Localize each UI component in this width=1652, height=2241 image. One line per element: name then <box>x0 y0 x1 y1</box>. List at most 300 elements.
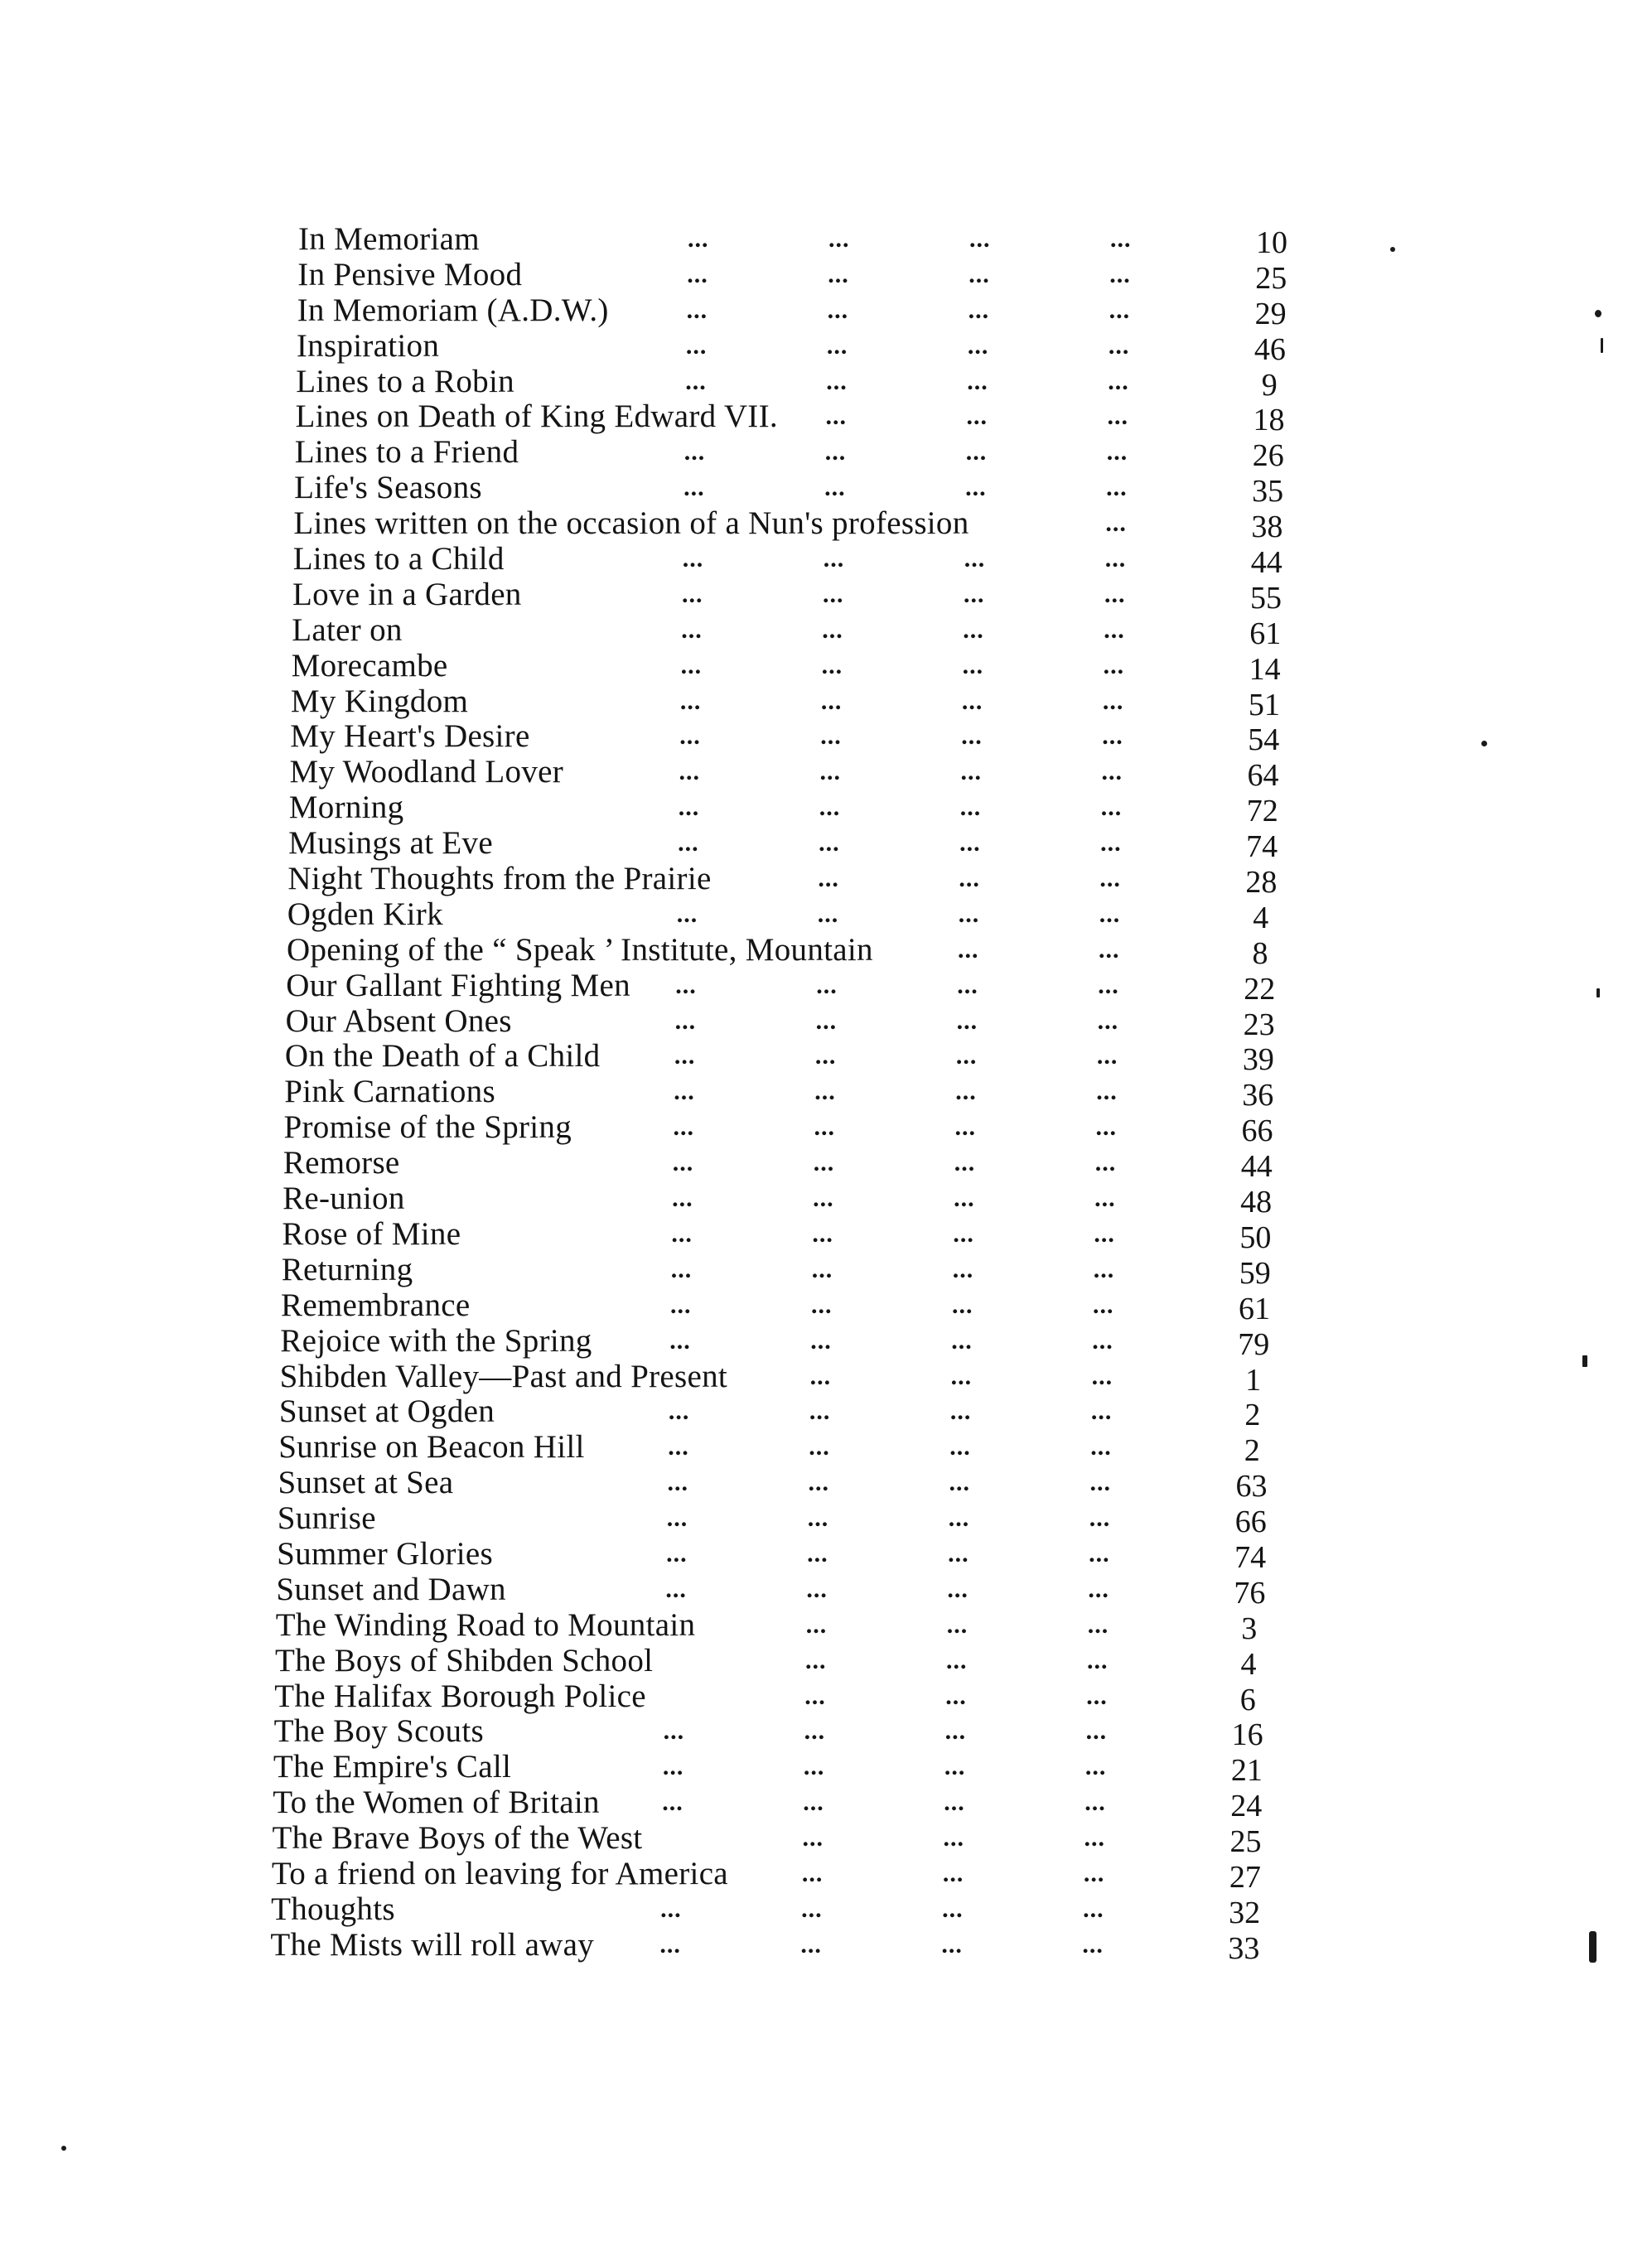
leader-dots: ... <box>1106 438 1128 466</box>
leader-dots: ... <box>950 1362 973 1390</box>
leader-dots: ... <box>660 1895 682 1923</box>
leader-dots: ... <box>964 580 985 608</box>
toc-entry <box>291 647 1292 687</box>
leader-dots: ... <box>806 1575 828 1603</box>
leader-dots: ... <box>1103 651 1125 679</box>
page-number: 9 <box>1261 367 1278 403</box>
leader-dots: ... <box>668 1433 689 1461</box>
leader-dots: ... <box>823 580 844 608</box>
leader-dots: ... <box>1087 1646 1109 1674</box>
toc-entry <box>291 684 1292 720</box>
leader-dots: ... <box>809 1398 831 1426</box>
leader-dots: ... <box>826 367 848 395</box>
leader-dots: ... <box>684 474 705 502</box>
toc-entry <box>294 470 1292 510</box>
page-number: 44 <box>1250 545 1282 581</box>
leader-dots: ... <box>681 616 703 644</box>
entry-title: Remorse <box>283 1145 400 1181</box>
leader-dots: ... <box>945 1682 967 1710</box>
leader-dots: ... <box>1093 1291 1114 1319</box>
entry-title: Morecambe <box>291 647 448 683</box>
toc-entry <box>274 1679 1292 1715</box>
leader-dots: ... <box>828 225 850 253</box>
entry-title: The Halifax Borough Police <box>274 1678 646 1714</box>
leader-dots: ... <box>1083 1859 1105 1887</box>
leader-dots: ... <box>674 1042 696 1070</box>
leader-dots: ... <box>969 225 991 253</box>
leader-dots: ... <box>1096 1078 1118 1106</box>
leader-dots: ... <box>678 794 700 822</box>
leader-dots: ... <box>961 722 983 751</box>
entry-title: The Winding Road to Mountain <box>275 1606 696 1643</box>
page-number: 39 <box>1242 1042 1274 1078</box>
leader-dots: ... <box>1092 1326 1113 1355</box>
leader-dots: ... <box>679 722 701 751</box>
page-number: 24 <box>1230 1789 1263 1824</box>
page-number: 50 <box>1239 1220 1272 1255</box>
page-number: 4 <box>1253 900 1269 935</box>
leader-dots: ... <box>684 438 706 466</box>
toc-entry <box>292 613 1292 649</box>
toc-entry <box>288 790 1292 829</box>
toc-entry <box>298 222 1292 258</box>
leader-dots: ... <box>801 1895 823 1923</box>
page-number: 23 <box>1243 1007 1275 1042</box>
toc-entry <box>296 363 1292 403</box>
toc-entry <box>286 1004 1292 1040</box>
entry-title: Life's Seasons <box>294 470 482 506</box>
toc-entry <box>287 931 1292 971</box>
leader-dots: ... <box>965 474 987 502</box>
leader-dots: ... <box>814 1113 835 1142</box>
toc-entry <box>278 1393 1292 1433</box>
leader-dots: ... <box>685 331 708 360</box>
entry-title: Lines to a Friend <box>294 434 519 471</box>
toc-entry <box>273 1713 1292 1753</box>
print-speck <box>1481 741 1487 746</box>
toc-entry <box>287 861 1292 901</box>
toc-entry <box>273 1785 1292 1824</box>
page-number: 72 <box>1246 794 1278 829</box>
leader-dots: ... <box>674 1078 695 1106</box>
leader-dots: ... <box>812 1220 833 1248</box>
page-number: 36 <box>1242 1078 1274 1113</box>
page-number: 74 <box>1234 1539 1267 1575</box>
entry-title: To the Women of Britain <box>273 1785 600 1821</box>
page-number: 74 <box>1246 829 1278 865</box>
entry-title: Sunrise on Beacon Hill <box>278 1429 585 1466</box>
leader-dots: ... <box>819 758 841 786</box>
page-number: 48 <box>1240 1185 1273 1220</box>
leader-dots: ... <box>818 865 839 893</box>
leader-dots: ... <box>942 1859 964 1887</box>
leader-dots: ... <box>675 971 697 999</box>
leader-dots: ... <box>679 758 700 786</box>
entry-title: The Boys of Shibden School <box>275 1642 654 1678</box>
page-number: 66 <box>1234 1504 1267 1540</box>
leader-dots: ... <box>943 1824 965 1852</box>
page-number: 26 <box>1252 438 1284 474</box>
leader-dots: ... <box>805 1611 828 1639</box>
entry-title: Our Gallant Fighting Men <box>286 967 630 1003</box>
entry-title: Ogden Kirk <box>287 896 443 932</box>
leader-dots: ... <box>1085 1717 1108 1746</box>
leader-dots: ... <box>662 1789 684 1817</box>
entry-title: Re-union <box>283 1181 405 1217</box>
leader-dots: ... <box>1094 1220 1115 1248</box>
leader-dots: ... <box>827 296 849 324</box>
leader-dots: ... <box>808 1469 829 1497</box>
entry-title: In Memoriam <box>298 221 480 257</box>
leader-dots: ... <box>1100 829 1122 857</box>
print-speck <box>1582 1355 1587 1367</box>
page-number: 63 <box>1235 1469 1268 1504</box>
leader-dots: ... <box>662 1753 684 1781</box>
leader-dots: ... <box>682 580 703 608</box>
leader-dots: ... <box>811 1291 833 1319</box>
leader-dots: ... <box>1098 971 1119 999</box>
toc-entry <box>297 329 1292 365</box>
leader-dots: ... <box>813 1149 835 1177</box>
leader-dots: ... <box>1099 900 1121 928</box>
entry-title: Returning <box>281 1251 413 1287</box>
leader-dots: ... <box>1088 1575 1109 1603</box>
page-number: 66 <box>1241 1113 1273 1149</box>
leader-dots: ... <box>956 1007 978 1035</box>
entry-title: Summer Glories <box>277 1535 494 1572</box>
leader-dots: ... <box>663 1717 685 1746</box>
leader-dots: ... <box>1084 1789 1106 1817</box>
page-number: 61 <box>1239 1291 1270 1326</box>
leader-dots: ... <box>803 1753 825 1781</box>
leader-dots: ... <box>672 1185 693 1213</box>
entry-title: The Empire's Call <box>273 1749 512 1785</box>
leader-dots: ... <box>1084 1753 1107 1781</box>
leader-dots: ... <box>805 1646 827 1674</box>
leader-dots: ... <box>814 1078 836 1106</box>
leader-dots: ... <box>1084 1824 1106 1852</box>
toc-entry <box>278 1465 1293 1504</box>
leader-dots: ... <box>946 1611 968 1639</box>
leader-dots: ... <box>822 616 843 644</box>
leader-dots: ... <box>1108 331 1130 360</box>
toc-entry <box>281 1251 1292 1291</box>
leader-dots: ... <box>807 1504 829 1533</box>
leader-dots: ... <box>1083 1895 1104 1923</box>
leader-dots: ... <box>961 687 983 715</box>
entry-title: Morning <box>288 790 404 826</box>
page-number: 79 <box>1238 1326 1270 1362</box>
toc-entry <box>279 1358 1292 1398</box>
page-number: 2 <box>1244 1433 1260 1469</box>
page-number: 4 <box>1240 1646 1257 1682</box>
page-number: 33 <box>1228 1930 1260 1966</box>
leader-dots: ... <box>962 651 984 679</box>
leader-dots: ... <box>824 438 847 466</box>
entry-title: Shibden Valley—Past and Present <box>279 1358 728 1394</box>
leader-dots: ... <box>954 1185 975 1213</box>
leader-dots: ... <box>1100 794 1123 822</box>
entry-title: Lines to a Robin <box>296 363 514 399</box>
leader-dots: ... <box>953 1220 974 1248</box>
print-speck <box>1595 310 1601 317</box>
leader-dots: ... <box>967 367 988 395</box>
leader-dots: ... <box>666 1504 688 1533</box>
leader-dots: ... <box>1109 296 1131 324</box>
leader-dots: ... <box>1090 1433 1112 1461</box>
leader-dots: ... <box>688 225 709 253</box>
page-number: 54 <box>1248 722 1280 758</box>
toc-entry <box>278 1429 1292 1469</box>
page-number: 21 <box>1230 1753 1263 1789</box>
leader-dots: ... <box>672 1149 694 1177</box>
entry-title: The Brave Boys of the West <box>272 1820 643 1857</box>
leader-dots: ... <box>1106 474 1128 502</box>
leader-dots: ... <box>1090 1398 1113 1426</box>
print-speck <box>61 2146 66 2151</box>
leader-dots: ... <box>666 1539 688 1567</box>
leader-dots: ... <box>802 1824 824 1852</box>
leader-dots: ... <box>669 1326 691 1355</box>
entry-title: Rose of Mine <box>282 1215 461 1252</box>
page-number: 35 <box>1252 474 1284 510</box>
leader-dots: ... <box>810 1326 832 1355</box>
table-of-contents <box>270 221 1292 1966</box>
leader-dots: ... <box>1086 1682 1108 1710</box>
toc-entry <box>287 897 1292 933</box>
entry-title: Night Thoughts from the Prairie <box>287 861 712 897</box>
toc-entry <box>271 1855 1292 1895</box>
entry-title: Rejoice with the Spring <box>280 1322 592 1359</box>
leader-dots: ... <box>958 935 979 964</box>
leader-dots: ... <box>685 367 707 395</box>
leader-dots: ... <box>966 403 988 431</box>
leader-dots: ... <box>1104 580 1126 608</box>
entry-title: In Pensive Mood <box>297 256 523 292</box>
print-speck <box>1390 247 1395 252</box>
leader-dots: ... <box>1110 225 1132 253</box>
leader-dots: ... <box>679 687 702 715</box>
leader-dots: ... <box>941 1930 963 1958</box>
leader-dots: ... <box>814 1042 837 1070</box>
leader-dots: ... <box>968 260 990 288</box>
leader-dots: ... <box>1087 1611 1109 1639</box>
entry-title: My Heart's Desire <box>290 718 530 755</box>
leader-dots: ... <box>1095 1113 1117 1142</box>
leader-dots: ... <box>1091 1362 1113 1390</box>
leader-dots: ... <box>1102 722 1123 751</box>
page-number: 1 <box>1245 1362 1262 1398</box>
entry-title: My Woodland Lover <box>289 754 564 790</box>
toc-entry <box>292 576 1292 616</box>
leader-dots: ... <box>955 1078 977 1106</box>
leader-dots: ... <box>1089 1469 1111 1497</box>
leader-dots: ... <box>1109 260 1131 288</box>
leader-dots: ... <box>820 722 842 751</box>
leader-dots: ... <box>673 1113 694 1142</box>
page-number: 14 <box>1249 651 1281 687</box>
leader-dots: ... <box>1101 758 1123 786</box>
page-number: 18 <box>1253 403 1285 438</box>
leader-dots: ... <box>676 900 698 928</box>
leader-dots: ... <box>668 1398 690 1426</box>
leader-dots: ... <box>686 296 708 324</box>
toc-entry <box>283 1109 1293 1149</box>
page-number: 22 <box>1244 971 1276 1007</box>
entry-title: Our Absent Ones <box>285 1002 512 1039</box>
leader-dots: ... <box>678 829 699 857</box>
leader-dots: ... <box>823 545 845 573</box>
leader-dots: ... <box>821 651 843 679</box>
toc-entry <box>271 1892 1292 1928</box>
page-number: 2 <box>1244 1398 1261 1433</box>
leader-dots: ... <box>944 1753 966 1781</box>
page-number: 25 <box>1255 260 1287 296</box>
entry-title: My Kingdom <box>290 683 469 719</box>
leader-dots: ... <box>665 1575 687 1603</box>
leader-dots: ... <box>967 331 989 360</box>
entry-title: Thoughts <box>271 1891 395 1927</box>
entry-title: Sunset and Dawn <box>276 1571 506 1607</box>
leader-dots: ... <box>804 1682 826 1710</box>
toc-entry <box>295 398 1293 438</box>
print-speck <box>1596 988 1600 997</box>
toc-entry <box>284 1038 1292 1078</box>
leader-dots: ... <box>959 794 982 822</box>
leader-dots: ... <box>1105 510 1127 538</box>
toc-entry <box>293 505 1292 545</box>
toc-entry <box>283 1181 1292 1220</box>
toc-entry <box>270 1926 1292 1966</box>
leader-dots: ... <box>659 1930 681 1958</box>
leader-dots: ... <box>816 971 838 999</box>
leader-dots: ... <box>946 1646 968 1674</box>
leader-dots: ... <box>951 1326 973 1355</box>
leader-dots: ... <box>670 1291 692 1319</box>
page-number: 38 <box>1251 510 1283 545</box>
page-number: 61 <box>1249 616 1282 651</box>
toc-entry <box>277 1535 1292 1575</box>
entry-title: The Boy Scouts <box>273 1713 484 1750</box>
leader-dots: ... <box>817 900 839 928</box>
leader-dots: ... <box>949 1433 971 1461</box>
leader-dots: ... <box>803 1789 824 1817</box>
leader-dots: ... <box>1107 403 1128 431</box>
print-speck <box>1601 338 1603 353</box>
toc-entry <box>275 1642 1292 1682</box>
toc-entry <box>276 1571 1292 1611</box>
leader-dots: ... <box>948 1539 969 1567</box>
leader-dots: ... <box>949 1398 972 1426</box>
leader-dots: ... <box>954 1149 976 1177</box>
leader-dots: ... <box>819 829 840 857</box>
entry-title: Remembrance <box>281 1287 471 1323</box>
leader-dots: ... <box>1096 1042 1118 1070</box>
leader-dots: ... <box>958 900 980 928</box>
print-speck <box>1589 1931 1596 1963</box>
leader-dots: ... <box>687 260 708 288</box>
entry-title: Opening of the “ Speak ’ Institute, Mountain <box>287 931 873 968</box>
page-number: 76 <box>1234 1575 1266 1611</box>
toc-entry <box>272 1820 1292 1860</box>
page-number: 32 <box>1229 1895 1261 1930</box>
leader-dots: ... <box>942 1895 964 1923</box>
entry-title: On the Death of a Child <box>284 1038 601 1075</box>
leader-dots: ... <box>682 545 704 573</box>
leader-dots: ... <box>952 1291 973 1319</box>
leader-dots: ... <box>960 758 982 786</box>
leader-dots: ... <box>959 865 980 893</box>
toc-entry <box>283 1145 1292 1185</box>
page-number: 46 <box>1253 331 1286 367</box>
page-number: 6 <box>1239 1682 1256 1717</box>
entry-title: Lines on Death of King Edward VII. <box>295 398 778 435</box>
leader-dots: ... <box>948 1504 970 1533</box>
page-number: 51 <box>1248 687 1280 722</box>
leader-dots: ... <box>1082 1930 1104 1958</box>
leader-dots: ... <box>959 829 981 857</box>
entry-title: Inspiration <box>296 327 440 364</box>
leader-dots: ... <box>1094 1185 1116 1213</box>
leader-dots: ... <box>1099 865 1121 893</box>
entry-title: In Memoriam (A.D.W.) <box>297 292 609 328</box>
page-number: 10 <box>1256 225 1287 260</box>
entry-title: Love in a Garden <box>292 576 522 612</box>
leader-dots: ... <box>670 1255 693 1283</box>
leader-dots: ... <box>1089 1539 1110 1567</box>
toc-entry <box>277 1500 1292 1540</box>
leader-dots: ... <box>804 1717 826 1746</box>
leader-dots: ... <box>1108 367 1129 395</box>
entry-title: The Mists will roll away <box>270 1926 595 1963</box>
leader-dots: ... <box>1099 935 1120 964</box>
leader-dots: ... <box>819 794 841 822</box>
page-number: 29 <box>1254 296 1287 331</box>
leader-dots: ... <box>800 1930 822 1958</box>
leader-dots: ... <box>815 1007 838 1035</box>
toc-entry <box>286 967 1292 1007</box>
leader-dots: ... <box>820 687 843 715</box>
leader-dots: ... <box>944 1717 967 1746</box>
leader-dots: ... <box>801 1859 824 1887</box>
toc-entry <box>276 1608 1292 1644</box>
page-number: 16 <box>1231 1717 1263 1753</box>
leader-dots: ... <box>674 1007 697 1035</box>
leader-dots: ... <box>944 1789 965 1817</box>
entry-title: Musings at Eve <box>288 825 493 862</box>
leader-dots: ... <box>824 474 846 502</box>
leader-dots: ... <box>957 971 978 999</box>
toc-entry <box>281 1288 1292 1324</box>
leader-dots: ... <box>807 1539 828 1567</box>
entry-title: Pink Carnations <box>284 1074 495 1110</box>
leader-dots: ... <box>949 1469 970 1497</box>
page-number: 8 <box>1252 935 1268 971</box>
leader-dots: ... <box>955 1042 978 1070</box>
leader-dots: ... <box>1104 545 1127 573</box>
leader-dots: ... <box>826 331 848 360</box>
entry-title: Sunrise <box>277 1500 376 1537</box>
page-number: 55 <box>1250 580 1282 616</box>
leader-dots: ... <box>954 1113 976 1142</box>
leader-dots: ... <box>671 1220 693 1248</box>
leader-dots: ... <box>1094 1149 1117 1177</box>
leader-dots: ... <box>828 260 849 288</box>
toc-entry <box>294 434 1292 474</box>
leader-dots: ... <box>963 616 984 644</box>
page-number: 28 <box>1245 865 1278 901</box>
entry-title: Sunset at Sea <box>278 1465 454 1501</box>
